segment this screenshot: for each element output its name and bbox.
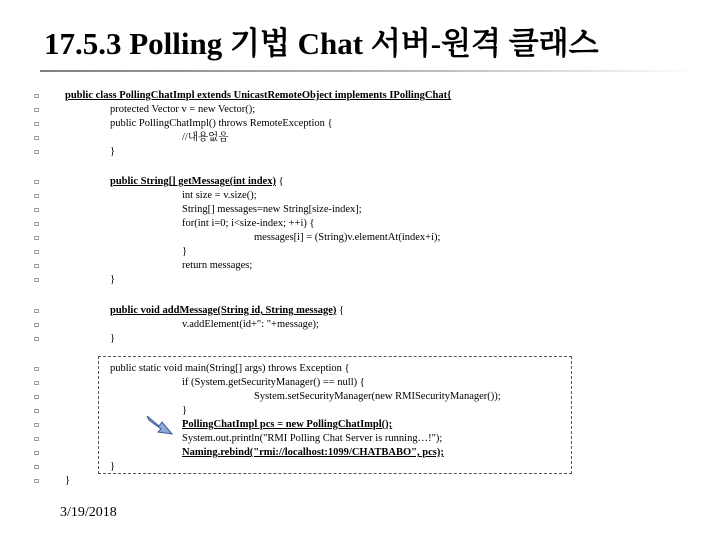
bullet-icon: ▫ (34, 364, 40, 373)
bullet-icon: ▫ (34, 191, 40, 200)
bullet-icon: ▫ (34, 91, 40, 100)
code-line: v.addElement(id+": "+message); (182, 319, 319, 330)
title-divider (40, 70, 700, 72)
bullet-icon: ▫ (34, 147, 40, 156)
bullet-icon: ▫ (34, 420, 40, 429)
code-line: } (110, 274, 116, 285)
bullet-icon: ▫ (34, 119, 40, 128)
bullet-icon: ▫ (34, 105, 40, 114)
code-line: System.out.println("RMI Polling Chat Server is running…!"); (182, 433, 443, 444)
bullet-icon: ▫ (34, 306, 40, 315)
bullet-icon: ▫ (34, 219, 40, 228)
bullet-icon: ▫ (34, 434, 40, 443)
bullet-icon: ▫ (34, 233, 40, 242)
code-line: } (110, 461, 116, 472)
method-signature: public void addMessage(String id, String message) (110, 305, 337, 316)
code-line-highlighted: PollingChatImpl pcs = new PollingChatImpl(); (182, 419, 393, 430)
code-line: for(int i=0; i<size-index; ++i) { (182, 218, 315, 229)
bullet-icon: ▫ (34, 133, 40, 142)
bullet-icon: ▫ (34, 205, 40, 214)
code-line: } (110, 333, 116, 344)
bullet-icon: ▫ (34, 406, 40, 415)
brace: { (336, 305, 345, 316)
code-line-highlighted: Naming.rebind("rmi://localhost:1099/CHATBABO", pcs); (182, 447, 444, 458)
bullet-icon: ▫ (34, 247, 40, 256)
bullet-icon: ▫ (34, 261, 40, 270)
code-line: } (182, 246, 188, 257)
code-line: } (110, 146, 116, 157)
code-line: int size = v.size(); (182, 190, 257, 201)
code-line: System.setSecurityManager(new RMISecurityManager()); (254, 391, 501, 402)
bullet-icon: ▫ (34, 275, 40, 284)
brace: { (275, 176, 284, 187)
bullet-icon: ▫ (34, 320, 40, 329)
code-line-comment: //내용없음 (182, 132, 229, 143)
code-line: } (182, 405, 188, 416)
bullet-icon: ▫ (34, 177, 40, 186)
code-line: public PollingChatImpl() throws RemoteException { (110, 118, 333, 129)
bullet-icon: ▫ (34, 392, 40, 401)
code-line: messages[i] = (String)v.elementAt(index+i); (254, 232, 441, 243)
bullet-icon: ▫ (34, 448, 40, 457)
code-line: return messages; (182, 260, 253, 271)
slide-title: 17.5.3 Polling 기법 Chat 서버-원격 클래스 (44, 26, 599, 61)
code-line-method-decl (110, 175, 284, 188)
bullet-icon: ▫ (34, 378, 40, 387)
code-line-method-decl (110, 304, 344, 317)
code-line-class-decl: public class PollingChatImpl extends UnicastRemoteObject implements IPollingChat{ (65, 90, 452, 101)
slide-date: 3/19/2018 (60, 505, 117, 520)
code-line: String[] messages=new String[size-index]; (182, 204, 362, 215)
arrow-right-icon (145, 412, 175, 438)
bullet-icon: ▫ (34, 334, 40, 343)
bullet-icon: ▫ (34, 476, 40, 485)
code-line: } (65, 475, 71, 486)
code-line: public static void main(String[] args) throws Exception { (110, 363, 350, 374)
bullet-icon: ▫ (34, 462, 40, 471)
method-signature: public String[] getMessage(int index) (110, 176, 276, 187)
code-line: protected Vector v = new Vector(); (110, 104, 256, 115)
code-line: if (System.getSecurityManager() == null) { (182, 377, 365, 388)
